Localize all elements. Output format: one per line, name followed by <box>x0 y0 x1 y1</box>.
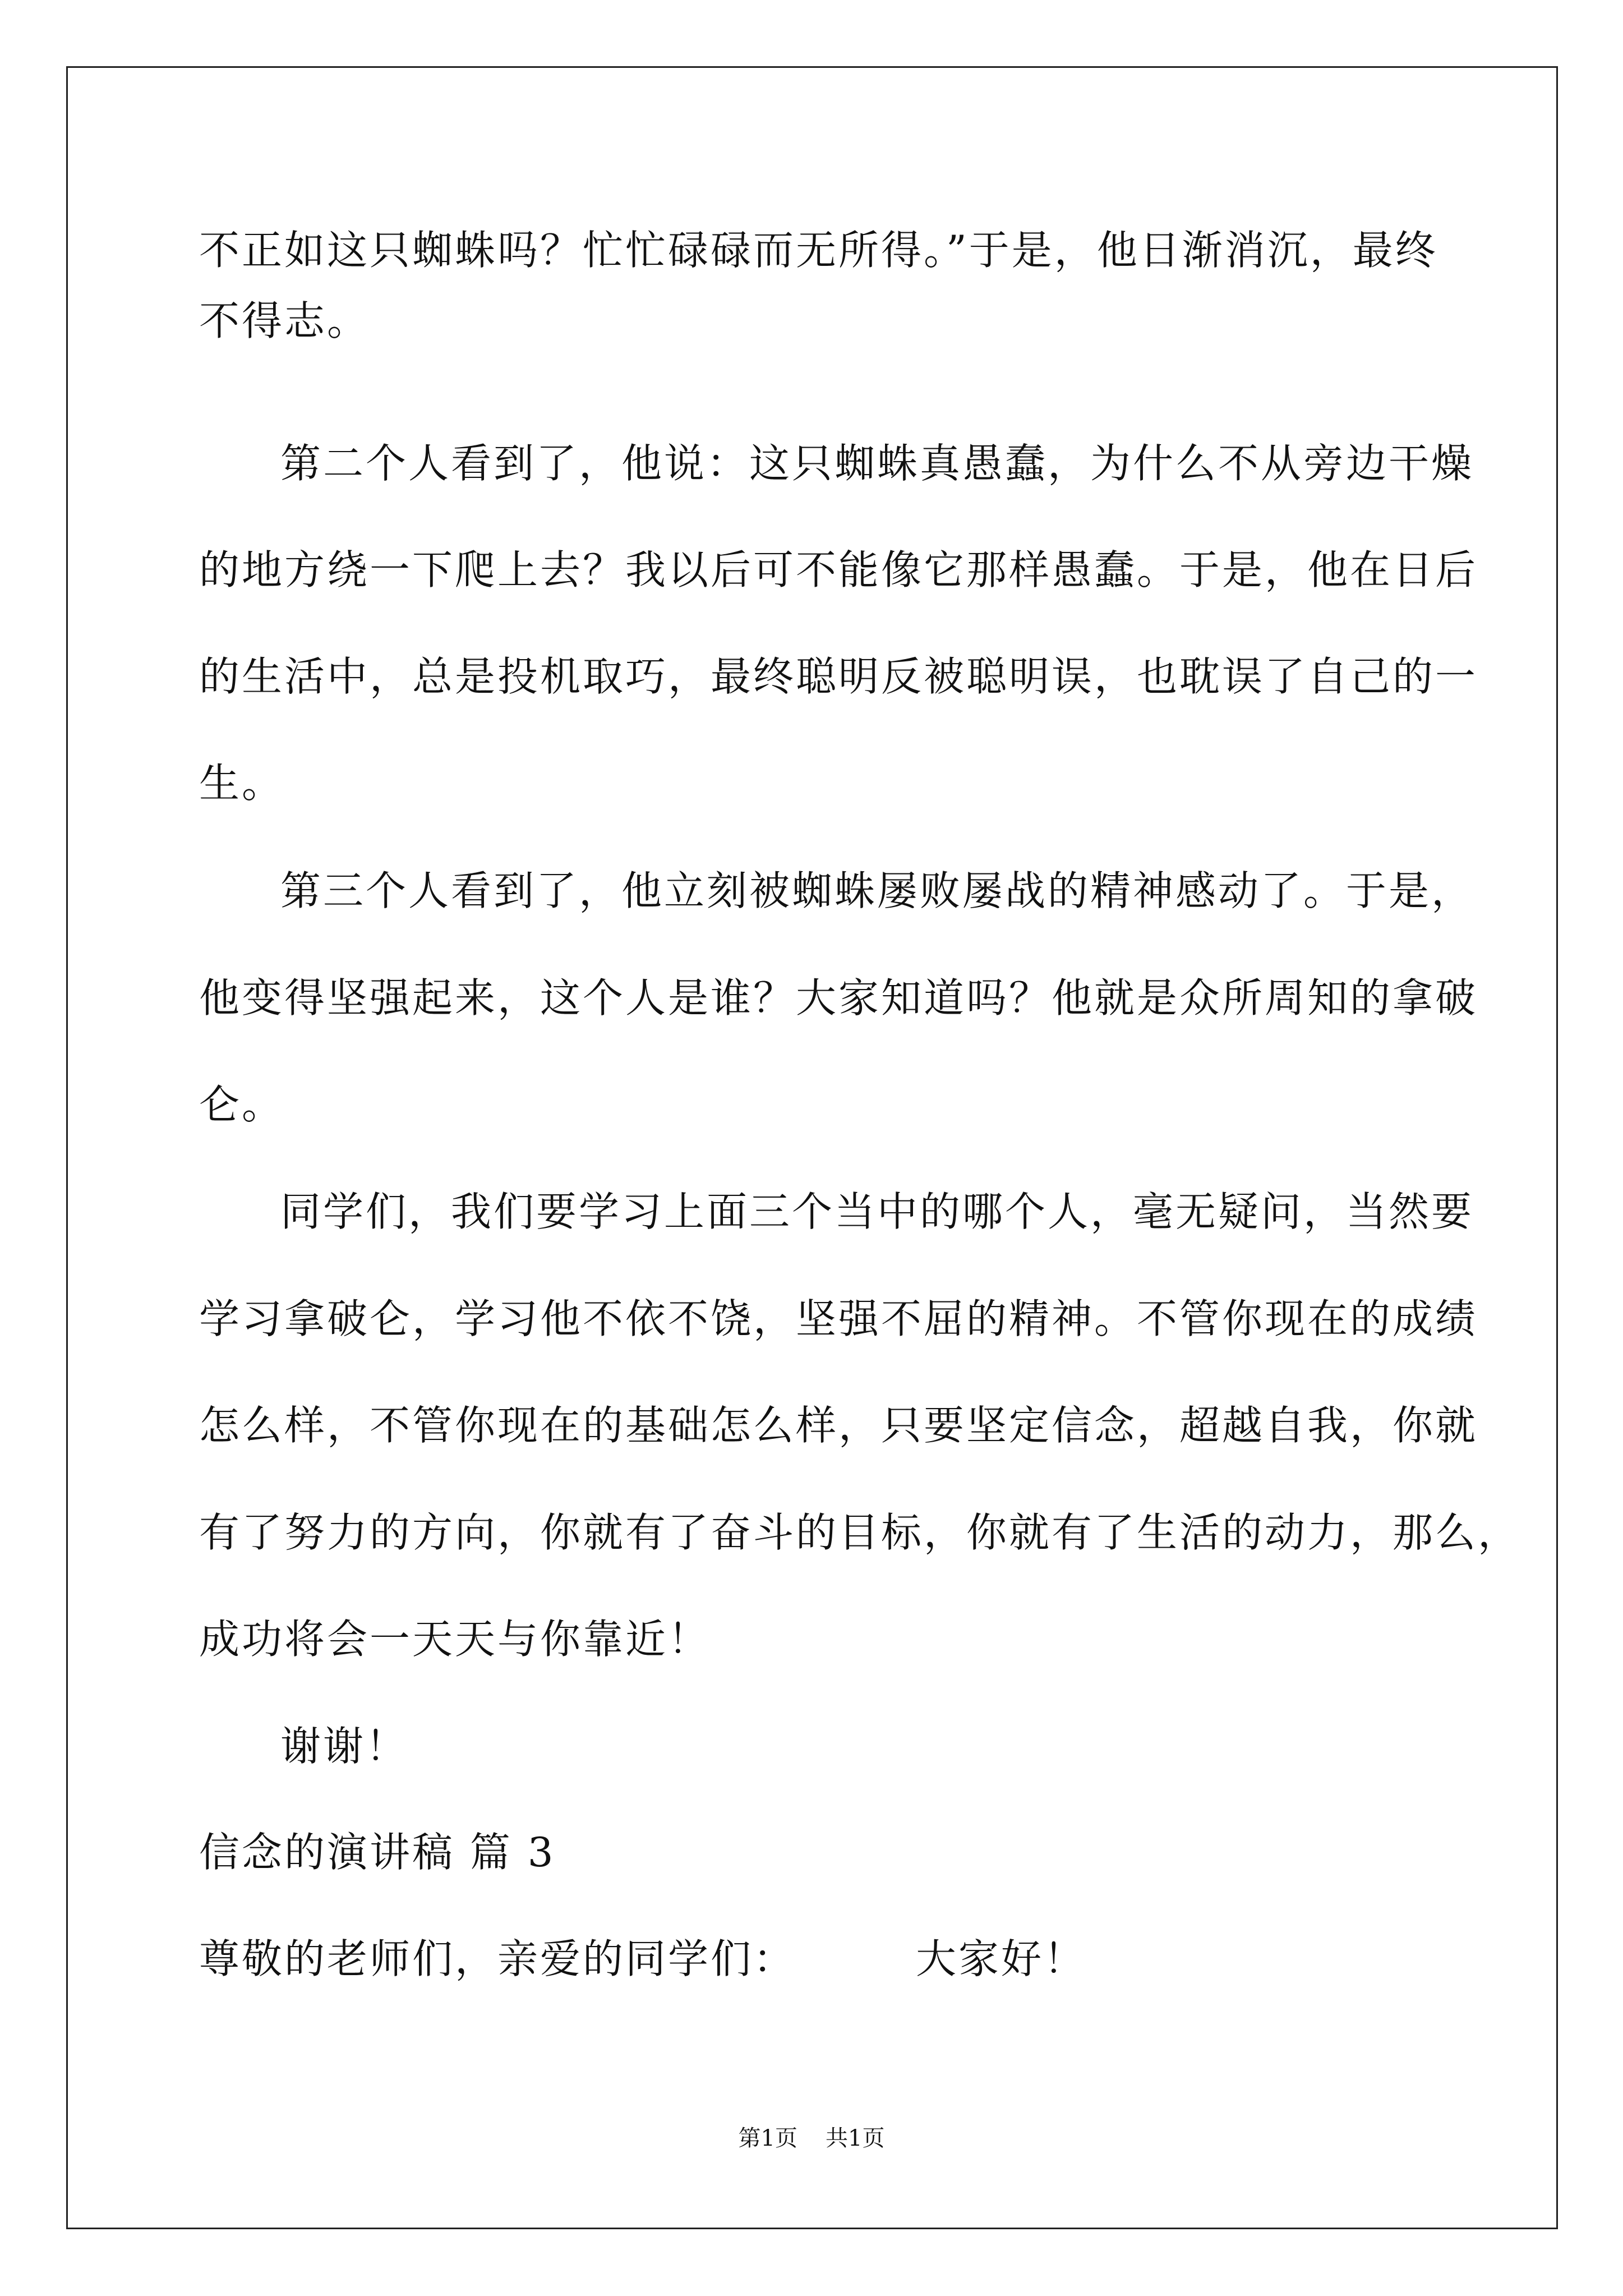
paragraph-start: 谢谢！ <box>280 1723 409 1770</box>
salutation: 尊敬的老师们，亲爱的同学们： <box>199 1935 796 1982</box>
text-line: 的生活中，总是投机取巧，最终聪明反被聪明误，也耽误了自己的一 <box>199 653 1478 700</box>
paragraph-start: 第二个人看到了，他说：这只蜘蛛真愚蠢，为什么不从旁边干燥 <box>280 440 1474 487</box>
page-number-current: 第1页 <box>738 2125 797 2151</box>
section-heading: 信念的演讲稿 篇 3 <box>199 1829 556 1876</box>
text-line: 不正如这只蜘蛛吗？忙忙碌碌而无所得。”于是，他日渐消沉，最终 <box>199 227 1438 274</box>
page-number-total: 共1页 <box>826 2125 885 2151</box>
text-line: 怎么样，不管你现在的基础怎么样，只要坚定信念，超越自我，你就 <box>199 1402 1478 1449</box>
text-line: 学习拿破仑，学习他不依不饶，坚强不屈的精神。不管你现在的成绩 <box>199 1295 1478 1342</box>
page-footer <box>0 2127 1623 2150</box>
text-line: 不得志。 <box>199 297 370 344</box>
greeting: 大家好！ <box>916 1935 1087 1982</box>
text-line: 他变得坚强起来，这个人是谁？大家知道吗？他就是众所周知的拿破 <box>199 974 1478 1022</box>
page-border <box>66 66 1558 2229</box>
text-line: 仑。 <box>199 1081 285 1128</box>
paragraph-start: 同学们，我们要学习上面三个当中的哪个人，毫无疑问，当然要 <box>280 1188 1474 1235</box>
paragraph-start: 第三个人看到了，他立刻被蜘蛛屡败屡战的精神感动了。于是， <box>280 867 1474 914</box>
text-line: 的地方绕一下爬上去？我以后可不能像它那样愚蠢。于是，他在日后 <box>199 546 1478 593</box>
text-line: 生。 <box>199 760 285 807</box>
text-line: 有了努力的方向，你就有了奋斗的目标，你就有了生活的动力，那么， <box>199 1509 1521 1556</box>
text-line: 成功将会一天天与你靠近！ <box>199 1616 711 1663</box>
